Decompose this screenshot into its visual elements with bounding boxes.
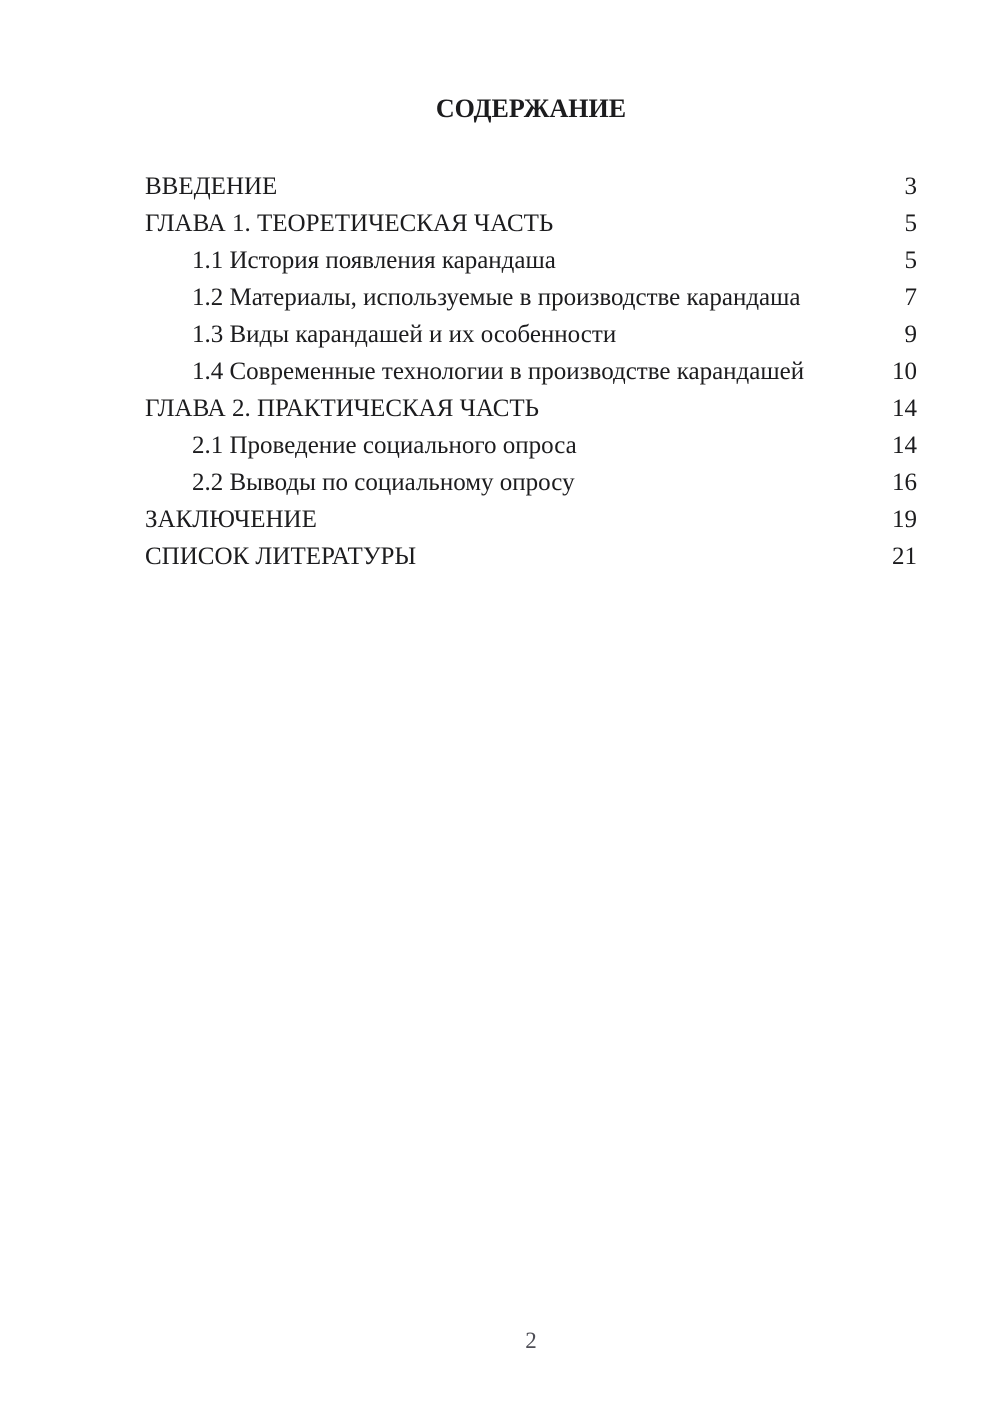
- toc-entry-label: ЗАКЛЮЧЕНИЕ: [145, 506, 317, 533]
- toc-entry-page-number: 19: [892, 506, 917, 533]
- toc-entry: [145, 316, 917, 353]
- toc-entry-label: ГЛАВА 1. ТЕОРЕТИЧЕСКАЯ ЧАСТЬ: [145, 210, 554, 237]
- toc-entry: [145, 205, 917, 242]
- toc-entry-label: 1.4 Современные технологии в производстве карандашей: [192, 358, 805, 385]
- toc-entry-page-number: 10: [892, 358, 917, 385]
- toc-entry-page-number: 7: [904, 284, 917, 311]
- toc-entry-page-number: 21: [892, 543, 917, 570]
- toc-entry: [145, 279, 917, 316]
- toc-entry-page-number: 14: [892, 395, 917, 422]
- toc-entry: [145, 501, 917, 538]
- toc-entry: [145, 353, 917, 390]
- toc-entry: [145, 242, 917, 279]
- toc-entry-page-number: 5: [904, 210, 917, 237]
- table-of-contents: [145, 168, 917, 575]
- toc-entry: [145, 168, 917, 205]
- toc-entry: [145, 538, 917, 575]
- toc-entry-label: 2.1 Проведение социального опроса: [192, 432, 577, 459]
- toc-entry-page-number: 9: [904, 321, 917, 348]
- toc-entry-label: 1.2 Материалы, используемые в производстве карандаша: [192, 284, 801, 311]
- toc-entry-label: СПИСОК ЛИТЕРАТУРЫ: [145, 543, 417, 570]
- toc-entry-page-number: 5: [904, 247, 917, 274]
- toc-entry-label: ВВЕДЕНИЕ: [145, 173, 278, 200]
- toc-entry: [145, 390, 917, 427]
- toc-entry-label: 1.1 История появления карандаша: [192, 247, 556, 274]
- toc-entry-label: 2.2 Выводы по социальному опросу: [192, 469, 575, 496]
- toc-entry-label: 1.3 Виды карандашей и их особенности: [192, 321, 617, 348]
- toc-entry: [145, 427, 917, 464]
- toc-entry-page-number: 16: [892, 469, 917, 496]
- toc-entry: [145, 464, 917, 501]
- toc-entry-page-number: 14: [892, 432, 917, 459]
- toc-entry-page-number: 3: [904, 173, 917, 200]
- page-title: СОДЕРЖАНИЕ: [435, 94, 627, 123]
- toc-entry-label: ГЛАВА 2. ПРАКТИЧЕСКАЯ ЧАСТЬ: [145, 395, 540, 422]
- page-number: 2: [525, 1328, 537, 1353]
